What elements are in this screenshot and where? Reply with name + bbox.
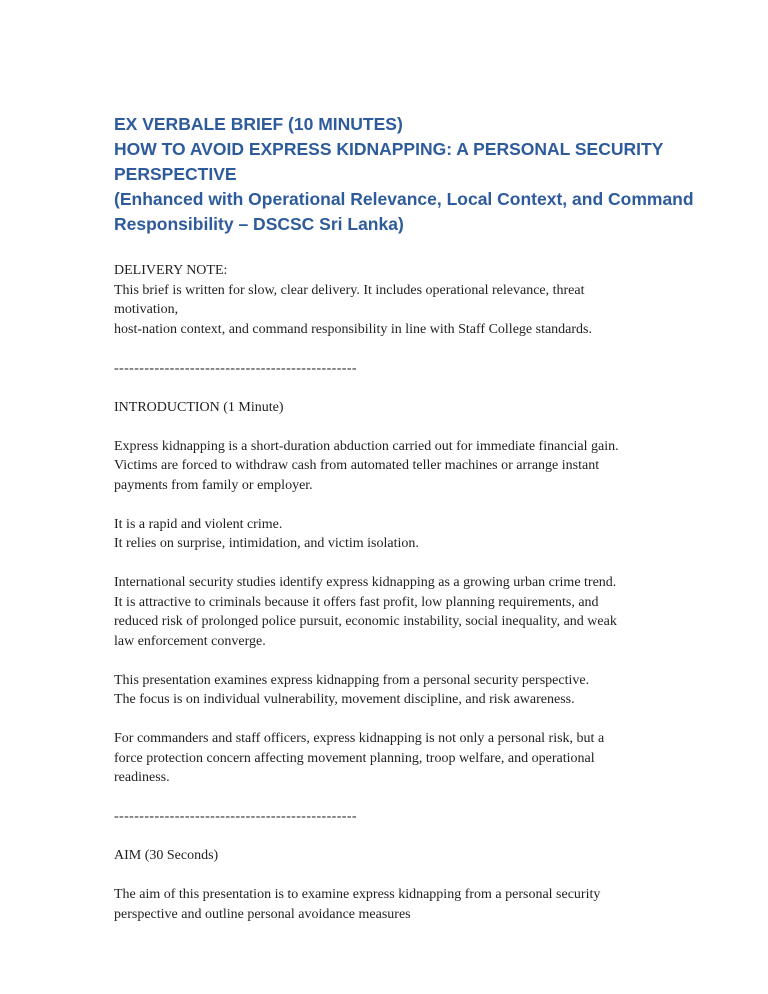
title-line: (Enhanced with Operational Relevance, Local Context, and Command <box>114 189 694 209</box>
document-title <box>114 112 694 237</box>
text-line: perspective and outline personal avoidance measures <box>114 906 411 922</box>
section-divider <box>114 359 656 379</box>
text-line: motivation, <box>114 302 179 317</box>
text-line: INTRODUCTION (1 Minute) <box>114 399 284 415</box>
text-line: host-nation context, and command responsibility in line with Staff College standards. <box>114 321 592 337</box>
text-line: International security studies identify express kidnapping as a growing urban crime trend. <box>114 575 617 590</box>
title-line: EX VERBALE BRIEF (10 MINUTES) <box>114 114 403 134</box>
text-line: For commanders and staff officers, express kidnapping is not only a personal risk, but a <box>114 731 605 746</box>
paragraph <box>114 437 656 496</box>
text-line: ------------------------------------------------ <box>114 360 357 376</box>
text-line: The aim of this presentation is to examine express kidnapping from a personal security <box>114 887 601 902</box>
text-line: It relies on surprise, intimidation, and victim isolation. <box>114 536 419 551</box>
text-line: This presentation examines express kidnapping from a personal security perspective. <box>114 672 590 688</box>
paragraph <box>114 261 656 339</box>
text-line: ------------------------------------------------ <box>114 809 357 824</box>
title-line: HOW TO AVOID EXPRESS KIDNAPPING: A PERSONAL SECURITY <box>114 139 664 159</box>
paragraph <box>114 671 656 710</box>
text-line: The focus is on individual vulnerability, movement discipline, and risk awareness. <box>114 692 575 707</box>
text-line: force protection concern affecting movement planning, troop welfare, and operational <box>114 750 595 766</box>
paragraph <box>114 398 656 418</box>
text-line: Express kidnapping is a short-duration abduction carried out for immediate financial gain. <box>114 438 619 454</box>
title-line: Responsibility – DSCSC Sri Lanka) <box>114 214 404 234</box>
text-line: law enforcement converge. <box>114 633 266 649</box>
text-line: readiness. <box>114 770 170 785</box>
text-line: It is a rapid and violent crime. <box>114 516 283 532</box>
paragraph <box>114 729 656 788</box>
text-line: Victims are forced to withdraw cash from automated teller machines or arrange instant <box>114 458 600 473</box>
document-body <box>114 261 656 924</box>
paragraph <box>114 573 656 651</box>
paragraph <box>114 885 656 924</box>
text-line: This brief is written for slow, clear delivery. It includes operational relevance, threat <box>114 282 585 298</box>
title-line: PERSPECTIVE <box>114 164 237 184</box>
text-line: reduced risk of prolonged police pursuit, economic instability, social inequality, and weak <box>114 614 617 629</box>
text-line: DELIVERY NOTE: <box>114 263 228 278</box>
text-line: AIM (30 Seconds) <box>114 848 219 863</box>
section-divider <box>114 807 656 827</box>
text-line: payments from family or employer. <box>114 477 313 493</box>
paragraph <box>114 846 656 866</box>
text-line: It is attractive to criminals because it offers fast profit, low planning requirements, and <box>114 594 599 610</box>
paragraph <box>114 515 656 554</box>
